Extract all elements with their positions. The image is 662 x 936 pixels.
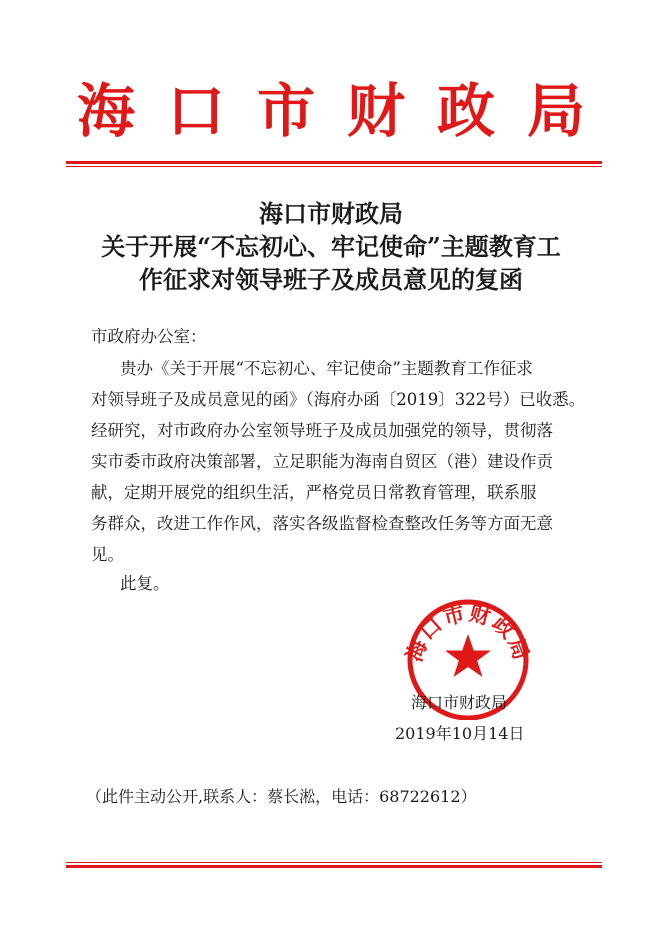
document-title [60, 197, 602, 296]
title-line-1: 海口市财政局 [259, 199, 403, 228]
footer-rule-top [66, 862, 602, 863]
closing-line: 此复。 [120, 574, 170, 593]
contact-note: （此件主动公开,联系人：蔡长淞，电话：68722612） [86, 787, 477, 806]
seal-star-icon [445, 634, 491, 677]
masthead-rule-thin [66, 166, 602, 167]
title-line-2: 关于开展“不忘初心、牢记使命”主题教育工 [101, 232, 561, 261]
salutation: 市政府办公室： [91, 327, 207, 346]
masthead-title: 海口市财政局 [76, 77, 617, 145]
body-line: 对领导班子及成员意见的函》（海府办函〔2019〕322号）已收悉。 [91, 390, 586, 409]
footer-rule-bottom [66, 865, 602, 868]
body-line: 经研究，对市政府办公室领导班子及成员加强党的领导，贯彻落 [91, 421, 553, 440]
body-line: 实市委市政府决策部署，立足职能为海南自贸区（港）建设作贡 [91, 452, 553, 471]
body-line: 贵办《关于开展“不忘初心、牢记使命”主题教育工作征求 [120, 359, 533, 378]
body-line: 献，定期开展党的组织生活，严格党员日常教育管理，联系服 [91, 483, 537, 502]
signature-org: 海口市财政局 [411, 693, 508, 712]
title-line-3: 作征求对领导班子及成员意见的复函 [139, 265, 523, 294]
body-line: 务群众，改进工作作风，落实各级监督检查整改任务等方面无意 [91, 514, 553, 533]
masthead-rule-thick [66, 161, 602, 164]
body-line: 见。 [91, 545, 124, 564]
signature-date: 2019年10月14日 [395, 724, 525, 743]
seal-text: 海口市财政局 [401, 600, 535, 665]
